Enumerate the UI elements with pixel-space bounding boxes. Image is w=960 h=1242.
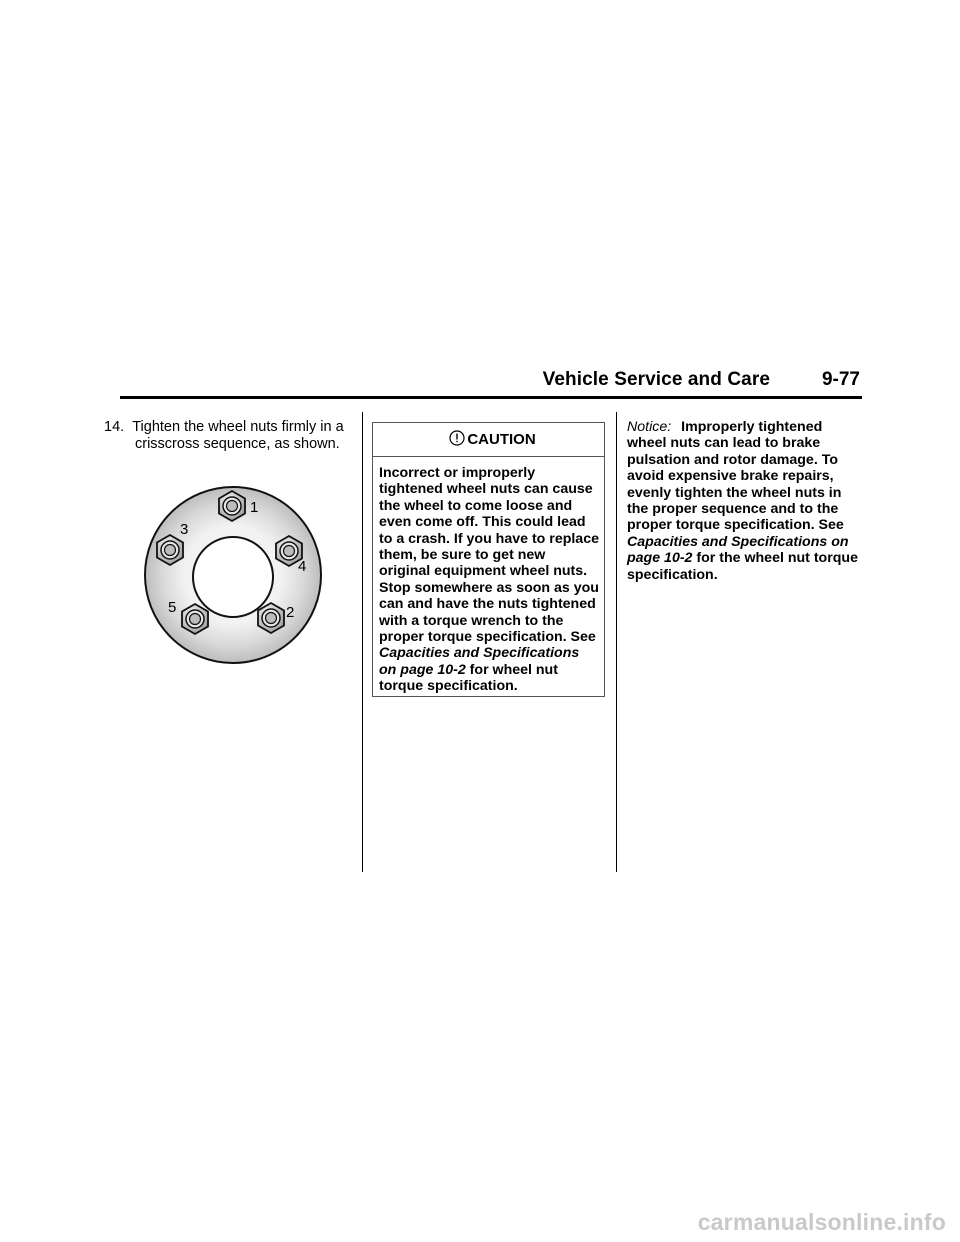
right-column [627, 419, 863, 583]
nut-label-4: 4 [298, 558, 307, 575]
column-divider [616, 412, 617, 872]
caution-text: Incorrect or improperly tightened wheel nuts can cause the wheel to come loose and even come off. This could lead to a crash. If you have to replace them, be sure to get new original equipment wheel nuts. Stop somewhere as soon as you can and have the nuts tightened with a torque wrench to the proper torque specification. See Capacities and Specifications on page 10-2 for wheel nut torque specification. [379, 465, 599, 695]
page-header [120, 369, 862, 397]
wheel-nut-3 [157, 535, 183, 565]
warning-icon [449, 430, 465, 446]
notice-paragraph: Notice: Improperly tightened wheel nuts can lead to brake pulsation and rotor damage. To avoid expensive brake repairs, evenly tighten the wheel nuts in the proper sequence and to the proper torque specification. See Capacities and Specifications on page 10-2 for the wheel nut torque specification. [627, 419, 858, 583]
notice-cross-reference[interactable]: Capacities and Specifications on page 10-2 [627, 533, 849, 567]
wheel-nut-5 [182, 604, 208, 634]
wheel-nut-2 [258, 603, 284, 633]
caution-box [372, 422, 605, 697]
wheel-nut-sequence-diagram [143, 484, 323, 664]
page-number: 9-77 [821, 369, 860, 390]
center-bore [193, 537, 273, 617]
nut-label-2: 2 [286, 604, 295, 621]
nut-label-1: 1 [250, 499, 259, 516]
step-number: 14. [104, 419, 125, 435]
wheel-nut-1 [219, 491, 245, 521]
nut-label-3: 3 [180, 521, 189, 538]
step-14 [104, 419, 356, 453]
header-rule [120, 396, 862, 399]
notice-label: Notice: [627, 419, 672, 435]
caution-header [373, 423, 604, 457]
section-title: Vehicle Service and Care [542, 369, 770, 390]
watermark: carmanualsonline.info [697, 1209, 946, 1235]
left-column [104, 419, 356, 453]
step-text: Tighten the wheel nuts firmly in a crisscross sequence, as shown. [132, 419, 344, 452]
nut-label-5: 5 [168, 599, 177, 616]
caution-cross-reference[interactable]: Capacities and Specifications on page 10-2 [379, 645, 580, 678]
caution-title: CAUTION [467, 431, 536, 448]
column-divider [362, 412, 363, 872]
